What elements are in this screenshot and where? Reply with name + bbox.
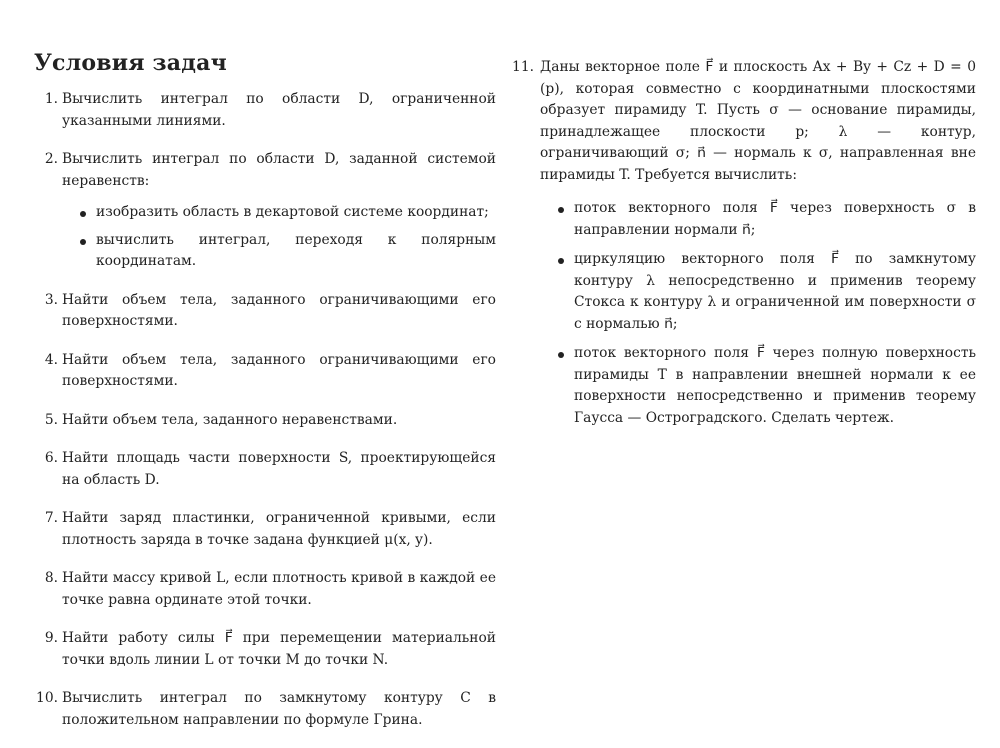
subtask-item — [540, 343, 976, 429]
problem-text: Найти объем тела, заданного ограничивающими его поверхностями. — [62, 291, 496, 329]
problem-11 — [510, 57, 976, 429]
problem-2 — [34, 149, 496, 273]
subtask-item — [540, 249, 976, 335]
subtask-text: изобразить область в декартовой системе координат; — [96, 204, 489, 220]
problem-text: Найти объем тела, заданного ограничивающими его поверхностями. — [62, 351, 496, 389]
subtask-list — [62, 202, 496, 273]
problem-text: Найти работу силы F⃗ при перемещении материальной точки вдоль линии L от точки M до точки N. — [62, 630, 496, 668]
problem-8 — [34, 568, 496, 611]
problem-number: 11. — [512, 59, 534, 75]
bullet-icon — [558, 258, 564, 264]
bullet-icon — [558, 352, 564, 358]
bullet-icon — [80, 239, 86, 245]
problem-10 — [34, 688, 496, 731]
problem-text: Даны векторное поле F⃗ и плоскость Ax + By + Cz + D = 0 (p), которая совместно с координатными плоскостями образует пирамиду T. Пусть σ — основание пирамиды, принадлежащее плоскости p; λ — контур, ограничивающий σ; n⃗ — нормаль к σ, направленная вне пирамиды T. Требуется вычислить: — [540, 59, 976, 183]
subtask-item — [540, 198, 976, 241]
problem-6 — [34, 448, 496, 491]
subtask-text: вычислить интеграл, переходя к полярным координатам. — [96, 231, 496, 269]
subtask-text: циркуляцию векторного поля F⃗ по замкнутому контуру λ непосредственно и применив теорему Стокса к контуру λ и ограниченной им поверхности σ с нормалью n⃗; — [574, 251, 976, 332]
problem-text: Вычислить интеграл по области D, ограниченной указанными линиями. — [62, 91, 496, 129]
problem-text: Найти массу кривой L, если плотность кривой в каждой ее точке равна ординате этой точки. — [62, 570, 496, 608]
subtask-text: поток векторного поля F⃗ через поверхность σ в направлении нормали n⃗; — [574, 200, 976, 238]
problem-number: 9. — [44, 630, 58, 646]
problem-text: Найти объем тела, заданного неравенствами. — [62, 411, 398, 428]
problem-number: 8. — [44, 570, 58, 586]
problem-text: Вычислить интеграл по замкнутому контуру C в положительном направлении по формуле Грина. — [62, 690, 496, 728]
problem-number: 5. — [44, 411, 58, 428]
problem-list — [34, 89, 496, 731]
problem-7 — [34, 508, 496, 551]
subtask-text: поток векторного поля F⃗ через полную поверхность пирамиды T в направлении внешней нормали к ее поверхности непосредственно и применив теорему Гаусса — Остроградского. Сделать чертеж. — [574, 345, 976, 426]
bullet-icon — [558, 207, 564, 213]
page-title: Условия задач — [34, 50, 227, 76]
problem-text: Найти площадь части поверхности S, проектирующейся на область D. — [62, 450, 496, 488]
problem-number: 2. — [44, 151, 58, 167]
subtask-item — [62, 230, 496, 273]
problem-9 — [34, 628, 496, 671]
bullet-icon — [80, 211, 86, 217]
problem-number: 4. — [44, 351, 58, 368]
problem-text: Найти заряд пластинки, ограниченной кривыми, если плотность заряда в точке задана функцией μ(x, y). — [62, 510, 496, 548]
problem-text: Вычислить интеграл по области D, заданной системой неравенств: — [62, 151, 496, 189]
subtask-item — [62, 202, 496, 224]
problem-5 — [34, 410, 496, 432]
left-column — [34, 50, 496, 748]
problem-1 — [34, 89, 496, 132]
problem-list-continued — [510, 57, 976, 429]
problem-number: 3. — [44, 291, 58, 308]
subtask-list — [540, 198, 976, 429]
problem-number: 6. — [44, 450, 58, 466]
problem-number: 10. — [36, 690, 58, 706]
problem-4 — [34, 350, 496, 393]
right-column — [510, 57, 976, 446]
problem-number: 1. — [44, 91, 58, 107]
problem-3 — [34, 290, 496, 333]
problem-number: 7. — [44, 510, 58, 526]
